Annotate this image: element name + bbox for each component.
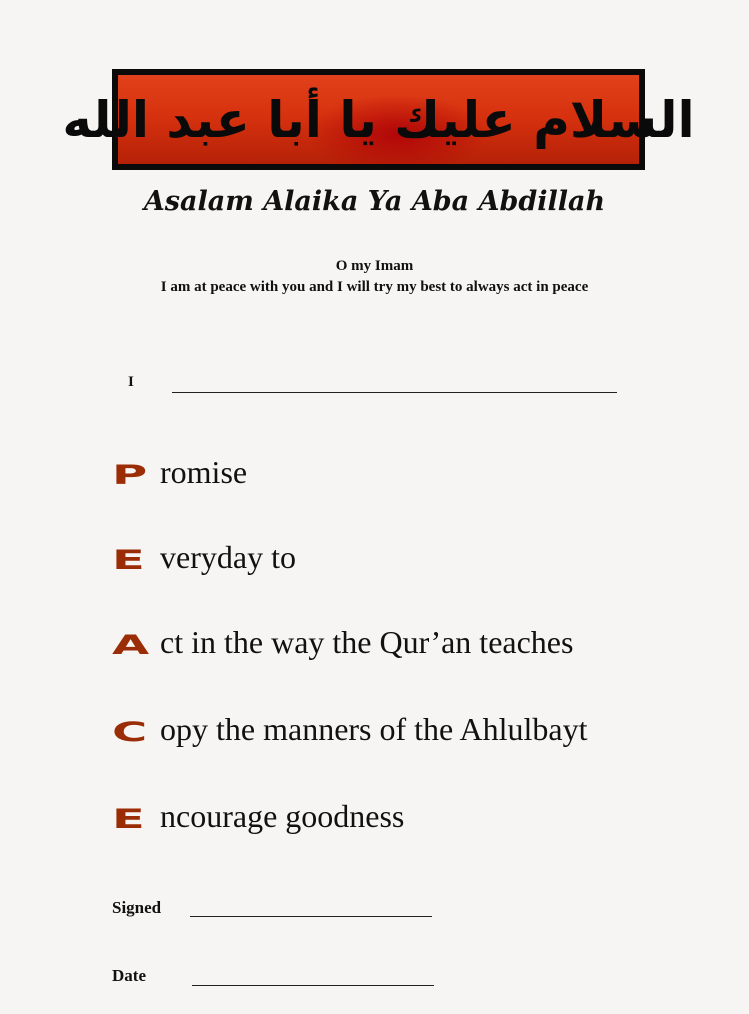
arabic-banner bbox=[62, 69, 695, 170]
arabic-banner-background bbox=[62, 75, 695, 164]
arabic-calligraphy: السلام عليك يا أبا عبد الله bbox=[62, 90, 695, 149]
date-label: Date bbox=[112, 966, 146, 985]
acrostic-letter: E bbox=[112, 544, 145, 576]
signature-blank-line[interactable] bbox=[190, 916, 432, 917]
name-blank-line[interactable] bbox=[172, 392, 617, 393]
acrostic-text: veryday to bbox=[160, 539, 296, 575]
page-title: Asalam Alaika Ya Aba Abdillah bbox=[143, 186, 606, 217]
acrostic-text: romise bbox=[160, 454, 248, 490]
acrostic-letter: A bbox=[112, 629, 150, 661]
acrostic-text: ncourage goodness bbox=[160, 798, 405, 834]
acrostic-row-act bbox=[112, 626, 573, 666]
name-prefix-label: I bbox=[128, 374, 134, 390]
acrostic-row-copy bbox=[112, 713, 587, 753]
acrostic-row-everyday bbox=[112, 541, 296, 581]
subtitle-line-2: I am at peace with you and I will try my best to always act in peace bbox=[160, 279, 589, 295]
signed-label: Signed bbox=[112, 898, 162, 917]
acrostic-letter: E bbox=[112, 803, 145, 835]
date-blank-line[interactable] bbox=[192, 985, 434, 986]
acrostic-row-encourage bbox=[112, 800, 404, 840]
acrostic-row-promise bbox=[112, 456, 247, 496]
subtitle-line-1: O my Imam bbox=[335, 258, 414, 274]
acrostic-text: ct in the way the Qur’an teaches bbox=[160, 624, 574, 660]
acrostic-letter: P bbox=[112, 459, 148, 491]
acrostic-letter: C bbox=[112, 716, 148, 748]
acrostic-text: opy the manners of the Ahlulbayt bbox=[160, 711, 588, 747]
